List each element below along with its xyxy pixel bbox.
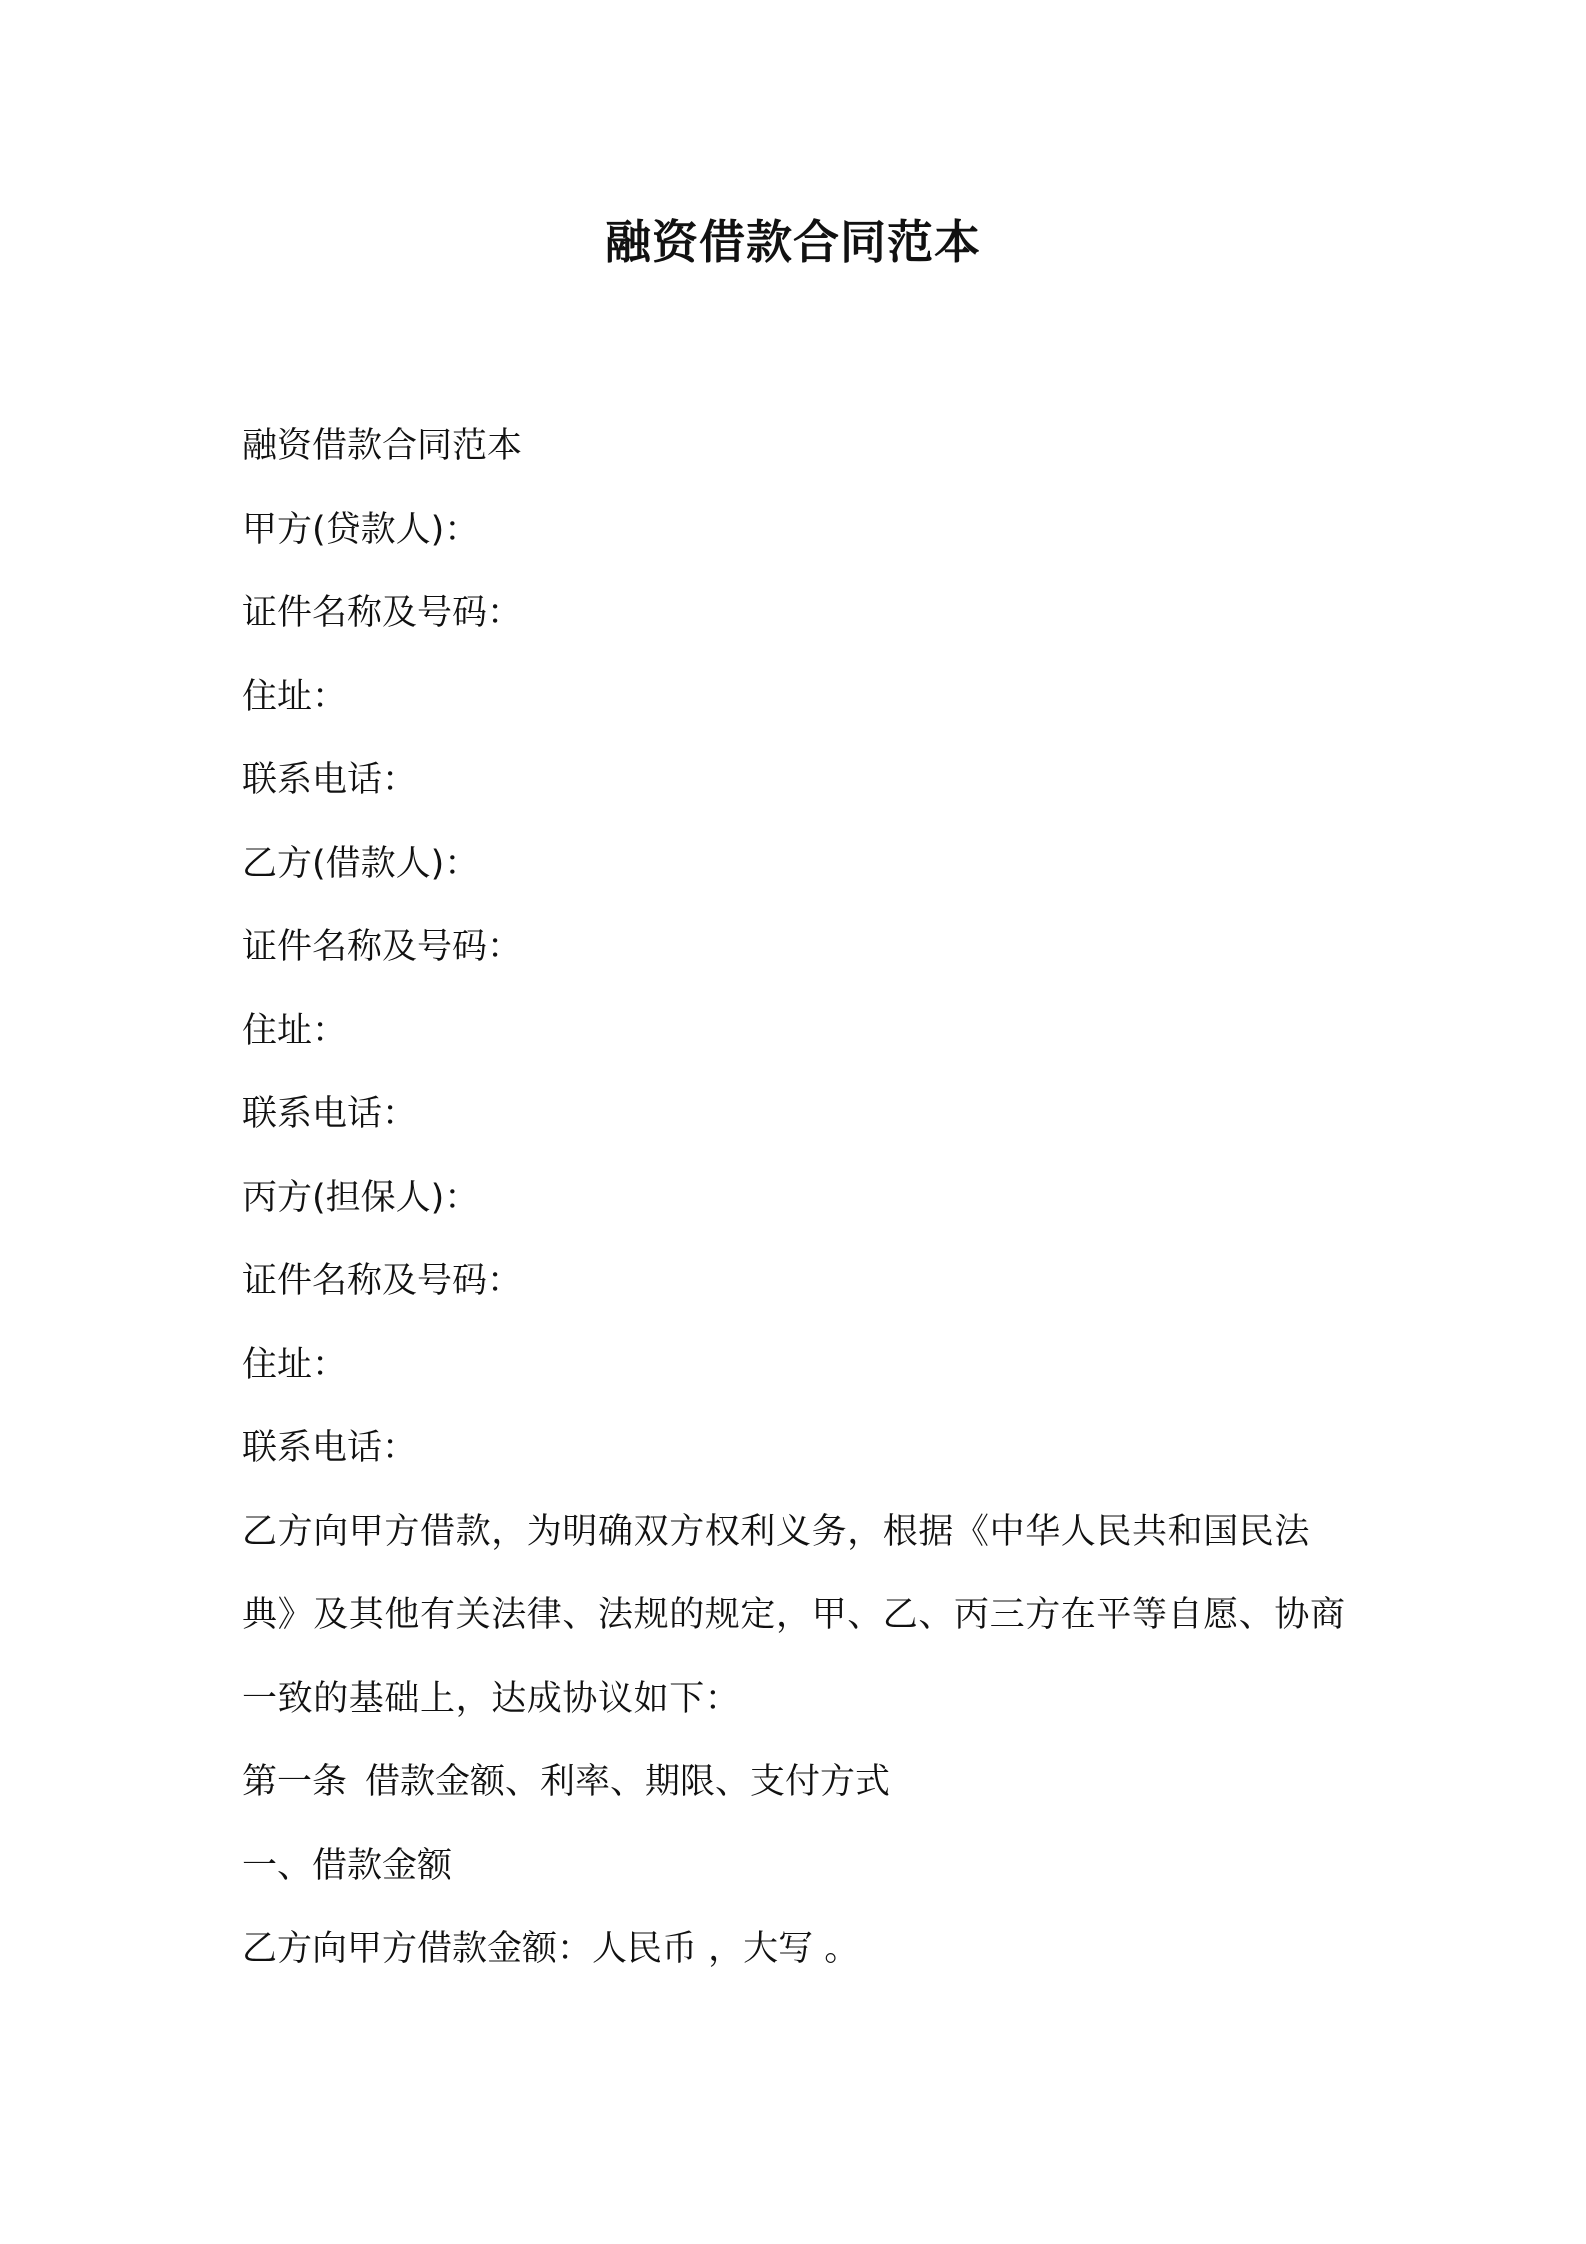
party-c-address-label: 住址： [242,1344,348,1385]
loan-amount-line: 乙方向甲方借款金额：人民币 ，大写 。 [242,1929,860,1969]
party-c-phone-label: 联系电话： [242,1428,418,1468]
document-title: 融资借款合同范本 [605,215,981,269]
party-b-phone-label: 联系电话： [242,1094,418,1134]
article-1-number: 第一条 [242,1762,348,1802]
section-1-heading: 一、借款金额 [242,1845,453,1886]
article-1-title: 借款金额、利率、期限、支付方式 [365,1762,891,1802]
party-b-label: 乙方(借款人)： [242,843,480,884]
party-a-phone-label: 联系电话： [242,760,418,800]
party-a-label: 甲方(贷款人)： [242,509,480,550]
party-b-id-label: 证件名称及号码： [242,927,523,967]
party-b-address-label: 住址： [242,1010,348,1051]
preamble-paragraph: 乙方向甲方借款，为明确双方权利义务，根据《中华人民共和国民法典》及其他有关法律、法规的规定，甲、乙、丙三方在平等自愿、协商一致的基础上，达成协议如下： [242,1511,1346,1719]
party-a-address-label: 住址： [242,676,348,717]
party-a-id-label: 证件名称及号码： [242,593,523,633]
article-1-heading [242,1741,1357,1825]
party-c-id-label: 证件名称及号码： [242,1261,523,1301]
document-body [242,405,1357,1992]
subtitle-line: 融资借款合同范本 [242,426,523,466]
party-c-label: 丙方(担保人)： [242,1177,480,1218]
